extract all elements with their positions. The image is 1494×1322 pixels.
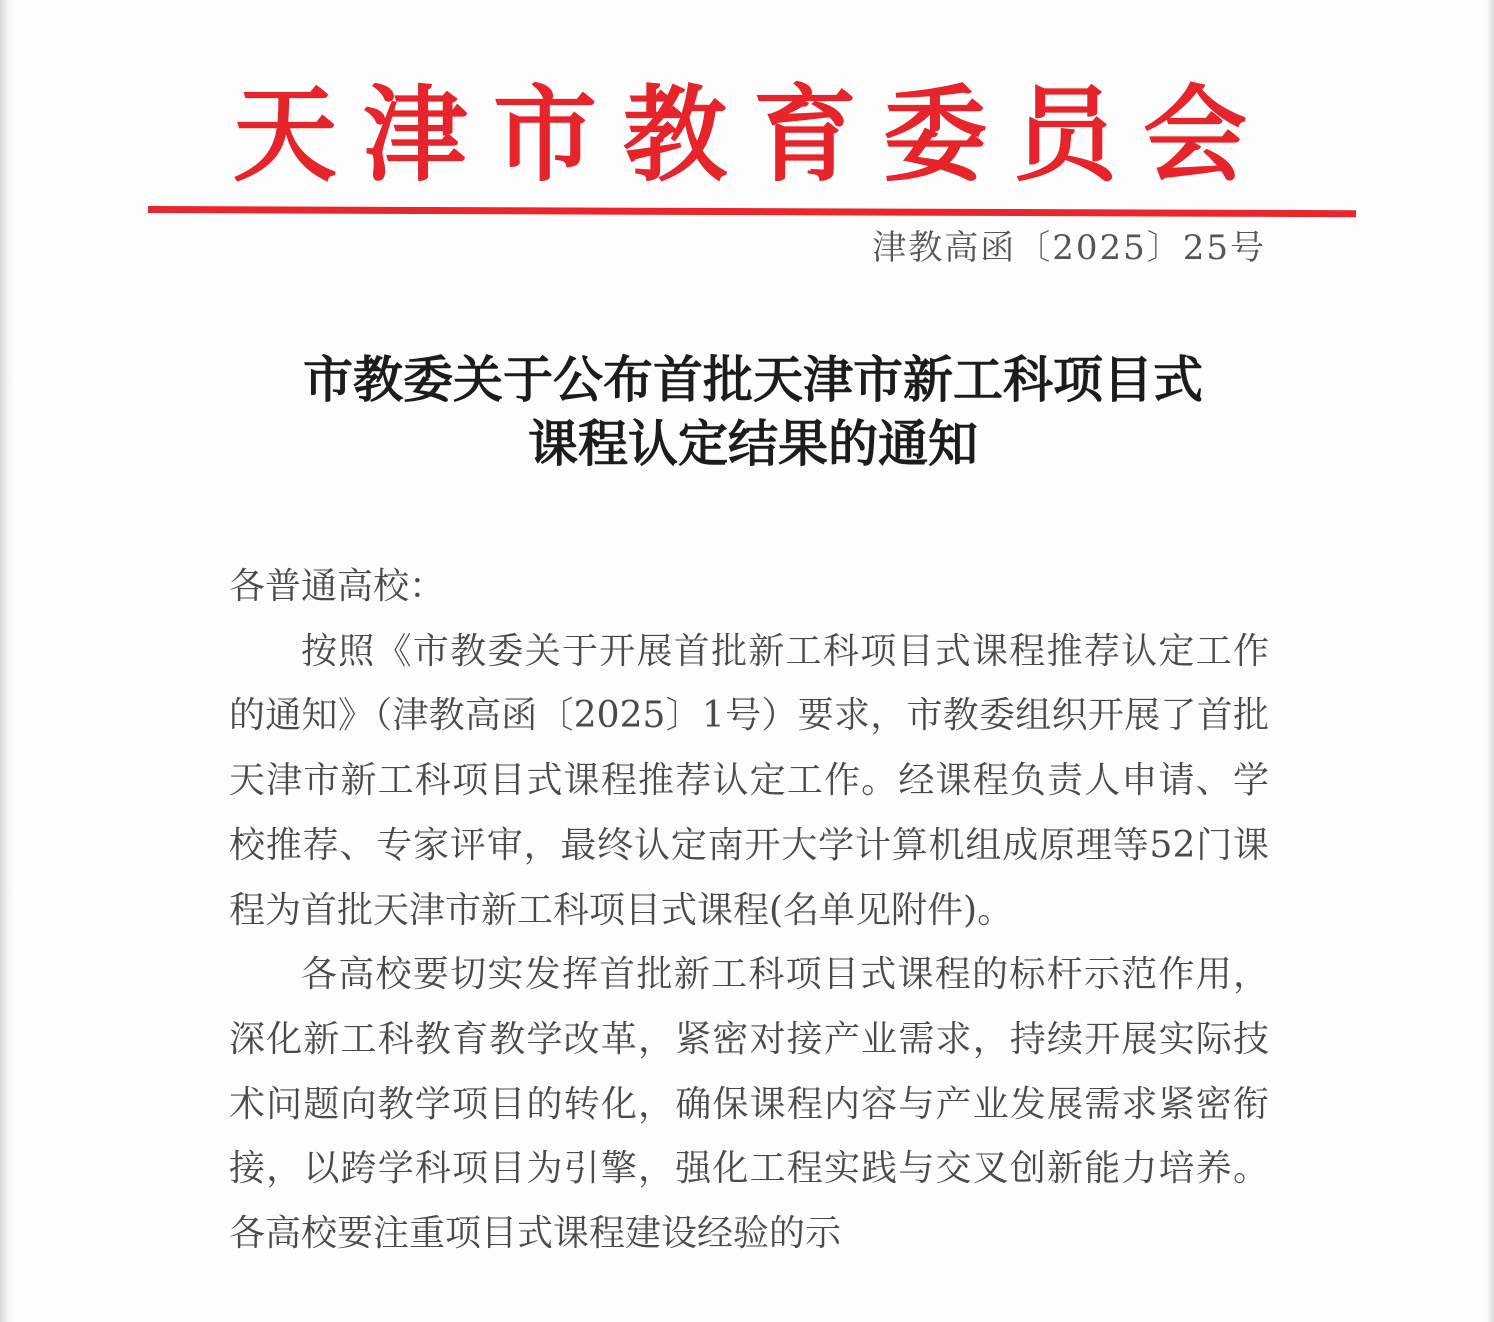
document-number: 津教高函〔2025〕25号 — [872, 228, 1266, 268]
salutation: 各普通高校： — [229, 566, 446, 607]
body-paragraph-2: 各高校要切实发挥首批新工科项目式课程的标杆示范作用，深化新工科教育教学改革，紧密对接产业需求，持续开展实际技术问题向教学项目的转化，确保课程内容与产业发展需求紧密衔接，以跨学科项目为引擎，强化工程实践与交叉创新能力培养。各高校要注重项目式课程建设经验的示 — [229, 954, 1269, 1255]
red-header-rule — [148, 206, 1356, 217]
document-title-line-2: 课程认定结果的通知 — [528, 414, 978, 473]
page-edge-left — [0, 0, 14, 1322]
document-title — [150, 348, 1356, 476]
document-title-line-1: 市教委关于公布首批天津市新工科项目式 — [303, 350, 1203, 409]
issuer-masthead: 天津市教育委员会 — [232, 73, 1273, 196]
document-body — [229, 555, 1269, 1267]
page-edge-right — [1484, 0, 1494, 1322]
body-paragraph-1: 按照《市教委关于开展首批新工科项目式课程推荐认定工作的通知》（津教高函〔2025〕1号）要求，市教委组织开展了首批天津市新工科项目式课程推荐认定工作。经课程负责人申请、学校推荐、专家评审，最终认定南开大学计算机组成原理等52门课程为首批天津市新工科项目式课程(名单见附件)。 — [229, 630, 1269, 931]
